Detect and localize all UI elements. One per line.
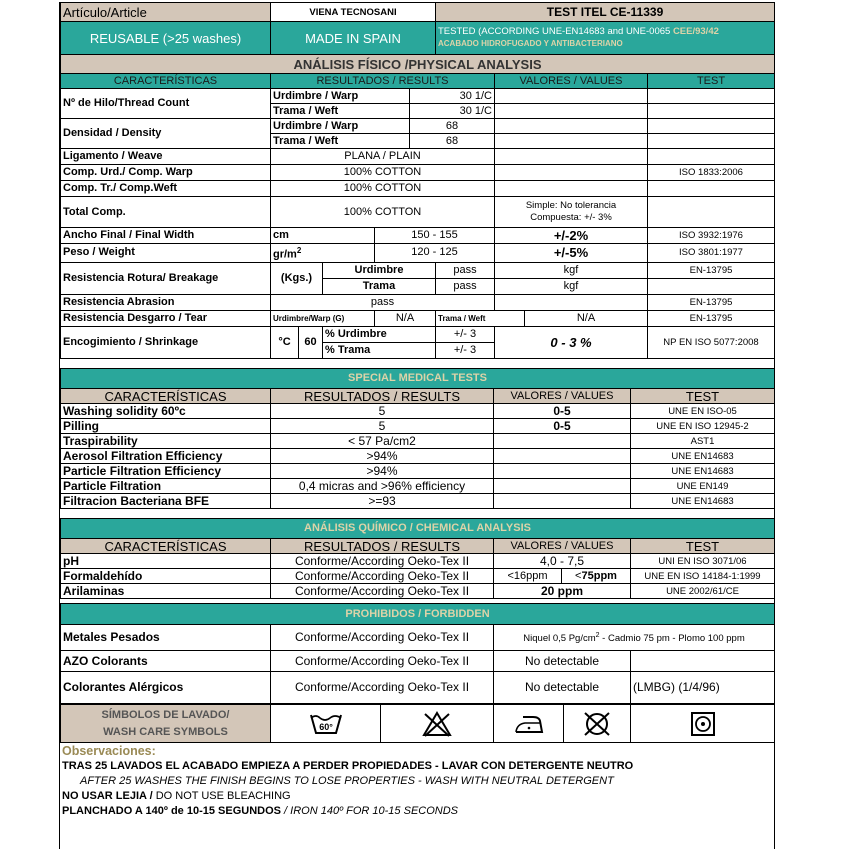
metals-value [494, 625, 775, 651]
test-id: TEST ITEL CE-11339 [436, 3, 775, 22]
medical-row-value [494, 464, 631, 479]
azo-label: AZO Colorants [61, 651, 271, 672]
weight-value: 120 - 125 [375, 244, 495, 263]
shrinkage-weft-label: % Trama [323, 342, 436, 358]
shrinkage-weft-tol: +/- 3 [436, 342, 495, 358]
article-label: Artículo/Article [61, 3, 271, 22]
forbidden-table [60, 603, 775, 704]
shrinkage-range: 0 - 3 % [495, 326, 648, 358]
chemical-title: ANÁLISIS QUÍMICO / CHEMICAL ANALYSIS [61, 519, 775, 539]
shrinkage-temp: 60 [299, 326, 323, 358]
medical-row [61, 449, 775, 464]
formaldehyde-lt: < [575, 569, 582, 582]
formaldehyde-limit: 75ppm [581, 569, 617, 582]
arylamines-test: UNE 2002/61/CE [631, 584, 775, 599]
medical-row-test: UNE EN ISO-05 [631, 404, 775, 419]
col-results: RESULTADOS / RESULTS [271, 389, 494, 404]
allergic-value: No detectable [494, 672, 631, 704]
breakage-warp-result: pass [436, 262, 495, 278]
medical-row-result: 5 [271, 419, 494, 434]
tear-weft-value: N/A [525, 310, 648, 326]
formaldehyde-value-1: <16ppm [494, 569, 562, 584]
breakage-warp-label: Urdimbre [323, 262, 436, 278]
weave-label: Ligamento / Weave [61, 149, 271, 165]
col-results: RESULTADOS / RESULTS [271, 539, 494, 554]
formaldehyde-test: UNE EN ISO 14184-1:1999 [631, 569, 775, 584]
shrinkage-test: NP EN ISO 5077:2008 [648, 326, 775, 358]
medical-row [61, 404, 775, 419]
warp-label: Urdimbre / Warp [271, 119, 410, 134]
breakage-weft-result: pass [436, 278, 495, 294]
medical-row-result: < 57 Pa/cm2 [271, 434, 494, 449]
arylamines-result: Conforme/According Oeko-Tex II [271, 584, 494, 599]
formaldehyde-result: Conforme/According Oeko-Tex II [271, 569, 494, 584]
observation-3-rest: DO NOT USE BLEACHING [152, 790, 291, 802]
comp-warp-value: 100% COTTON [271, 165, 495, 181]
ph-test: UNI EN ISO 3071/06 [631, 554, 775, 569]
observation-4-rest: / IRON 140º FOR 10-15 SECONDS [280, 805, 458, 817]
medical-row-label: Traspirability [61, 434, 271, 449]
medical-row-test: AST1 [631, 434, 775, 449]
comp-weft-value: 100% COTTON [271, 181, 495, 197]
total-comp-value: 100% COTTON [271, 197, 495, 228]
breakage-test: EN-13795 [648, 262, 775, 278]
shrinkage-label: Encogimiento / Shrinkage [61, 326, 271, 358]
width-test: ISO 3932:1976 [648, 228, 775, 244]
total-comp-label: Total Comp. [61, 197, 271, 228]
comp-weft-label: Comp. Tr./ Comp.Weft [61, 181, 271, 197]
tolerance-simple: Simple: No tolerancia [525, 200, 617, 211]
density-weft-value: 68 [410, 134, 495, 149]
chemical-table [60, 518, 775, 599]
col-test: TEST [631, 539, 775, 554]
medical-row-value [494, 434, 631, 449]
ph-value: 4,0 - 7,5 [494, 554, 631, 569]
weight-label: Peso / Weight [61, 244, 271, 263]
metals-sup: 2 [595, 632, 600, 640]
tear-label: Resistencia Desgarro / Tear [61, 310, 271, 326]
breakage-label: Resistencia Rotura/ Breakage [61, 262, 271, 294]
iron-icon [494, 705, 564, 743]
physical-title: ANÁLISIS FÍSICO /PHYSICAL ANALYSIS [61, 55, 775, 74]
made-in-badge: MADE IN SPAIN [271, 22, 436, 55]
medical-row [61, 479, 775, 494]
forbidden-title: PROHIBIDOS / FORBIDDEN [61, 604, 775, 625]
medical-row-result: 0,4 micras and >96% efficiency [271, 479, 494, 494]
tear-test: EN-13795 [648, 310, 775, 326]
no-bleach-icon [381, 705, 494, 743]
observations [62, 744, 772, 819]
medical-row-label: Particle Filtration Efficiency [61, 464, 271, 479]
metals-nickel: Niquel 0,5 Pg/cm [523, 633, 596, 645]
medical-row-value [494, 494, 631, 509]
comp-warp-label: Comp. Urd./ Comp. Warp [61, 165, 271, 181]
care-table [60, 704, 775, 743]
medical-row-label: Aerosol Filtration Efficiency [61, 449, 271, 464]
width-unit: cm [271, 228, 375, 244]
medical-row-result: 5 [271, 404, 494, 419]
shrinkage-unit: °C [271, 326, 299, 358]
medical-row-label: Particle Filtration [61, 479, 271, 494]
density-warp-value: 68 [410, 119, 495, 134]
azo-value: No detectable [494, 651, 631, 672]
observation-3-bold: NO USAR LEJIA / [62, 790, 153, 802]
physical-table [60, 54, 775, 359]
medical-row-result: >=93 [271, 494, 494, 509]
spec-sheet [59, 2, 775, 849]
medical-row [61, 419, 775, 434]
observation-3 [62, 789, 772, 804]
allergic-label: Colorantes Alérgicos [61, 672, 271, 704]
observation-2: AFTER 25 WASHES THE FINISH BEGINS TO LOSE PROPERTIES - WASH WITH NEUTRAL DETERGENT [80, 775, 614, 787]
allergic-test: (LMBG) (1/4/96) [631, 672, 775, 704]
medical-row-test: UNE EN ISO 12945-2 [631, 419, 775, 434]
medical-row-value: 0-5 [494, 419, 631, 434]
arylamines-label: Arilaminas [61, 584, 271, 599]
medical-row [61, 464, 775, 479]
col-test: TEST [648, 74, 775, 89]
col-characteristics: CARACTERÍSTICAS [61, 389, 271, 404]
medical-row-result: >94% [271, 449, 494, 464]
breakage-weft-unit: kgf [495, 278, 648, 294]
care-label-es: SÍMBOLOS DE LAVADO/ [101, 708, 230, 721]
metals-result: Conforme/According Oeko-Tex II [271, 625, 494, 651]
comp-warp-test: ISO 1833:2006 [648, 165, 775, 181]
formaldehyde-label: Formaldehído [61, 569, 271, 584]
allergic-result: Conforme/According Oeko-Tex II [271, 672, 494, 704]
dry-clean-icon [631, 705, 775, 743]
medical-row-test: UNE EN14683 [631, 449, 775, 464]
observation-4-bold: PLANCHADO A 140º de 10-15 SEGUNDOS [62, 805, 281, 817]
breakage-warp-unit: kgf [495, 262, 648, 278]
weight-tolerance: +/-5% [495, 244, 648, 263]
col-characteristics: CARACTERÍSTICAS [61, 74, 271, 89]
wash-60-icon [271, 705, 381, 743]
thread-weft-value: 30 1/C [410, 104, 495, 119]
thread-count-label: Nº de Hilo/Thread Count [61, 89, 271, 119]
medical-row-label: Pilling [61, 419, 271, 434]
width-tolerance: +/-2% [495, 228, 648, 244]
tear-warp-label: Urdimbre/Warp (G) [271, 310, 375, 326]
observations-title: Observaciones: [62, 744, 156, 758]
medical-row-label: Washing solidity 60ºc [61, 404, 271, 419]
col-results: RESULTADOS / RESULTS [271, 74, 495, 89]
metals-rest: - Cadmio 75 pm - Plomo 100 ppm [599, 633, 745, 645]
formaldehyde-value-2 [562, 569, 631, 584]
total-comp-tolerance [495, 197, 648, 228]
breakage-weft-label: Trama [323, 278, 436, 294]
medical-row-test: UNE EN149 [631, 479, 775, 494]
reusable-badge: REUSABLE (>25 washes) [61, 22, 271, 55]
ph-result: Conforme/According Oeko-Tex II [271, 554, 494, 569]
medical-row-value: 0-5 [494, 404, 631, 419]
warp-label: Urdimbre / Warp [271, 89, 410, 104]
abrasion-value: pass [271, 294, 495, 310]
medical-row-result: >94% [271, 464, 494, 479]
medical-row-value [494, 479, 631, 494]
col-characteristics: CARACTERÍSTICAS [61, 539, 271, 554]
tested-info [436, 22, 775, 55]
col-values: VALORES / VALUES [494, 389, 631, 404]
tear-weft-label: Trama / Weft [436, 310, 525, 326]
tested-line2: ACABADO HIDROFUGADO Y ANTIBACTERIANO [438, 39, 623, 48]
shrinkage-warp-label: % Urdimbre [323, 326, 436, 342]
ph-label: pH [61, 554, 271, 569]
col-test: TEST [631, 389, 775, 404]
no-tumble-dry-icon [564, 705, 631, 743]
metals-label: Metales Pesados [61, 625, 271, 651]
weight-unit-text: gr/m [273, 248, 297, 261]
density-label: Densidad / Density [61, 119, 271, 149]
col-values: VALORES / VALUES [494, 539, 631, 554]
medical-row-value [494, 449, 631, 464]
medical-table [60, 368, 775, 509]
tolerance-compound: Compuesta: +/- 3% [530, 212, 612, 223]
weight-unit [271, 244, 375, 263]
care-label-en: WASH CARE SYMBOLS [103, 725, 228, 738]
tested-line1: TESTED (ACCORDING UNE-EN14683 and UNE-0065 [438, 26, 671, 37]
col-values: VALORES / VALUES [495, 74, 648, 89]
weight-test: ISO 3801:1977 [648, 244, 775, 263]
width-value: 150 - 155 [375, 228, 495, 244]
observation-4 [62, 804, 772, 819]
shrinkage-warp-tol: +/- 3 [436, 326, 495, 342]
abrasion-test: EN-13795 [648, 294, 775, 310]
medical-row-test: UNE EN14683 [631, 464, 775, 479]
width-label: Ancho Final / Final Width [61, 228, 271, 244]
wash-temp: 60° [318, 721, 333, 732]
weave-value: PLANA / PLAIN [271, 149, 495, 165]
weft-label: Trama / Weft [271, 104, 410, 119]
medical-row-test: UNE EN14683 [631, 494, 775, 509]
weft-label: Trama / Weft [271, 134, 410, 149]
azo-result: Conforme/According Oeko-Tex II [271, 651, 494, 672]
thread-warp-value: 30 1/C [410, 89, 495, 104]
care-label [61, 705, 271, 743]
article-value: VIENA TECNOSANI [271, 3, 436, 22]
observation-1: TRAS 25 LAVADOS EL ACABADO EMPIEZA A PERDER PROPIEDADES - LAVAR CON DETERGENTE NEUTRO [62, 760, 634, 772]
tear-warp-value: N/A [375, 310, 436, 326]
medical-row [61, 494, 775, 509]
abrasion-label: Resistencia Abrasion [61, 294, 271, 310]
medical-title: SPECIAL MEDICAL TESTS [61, 369, 775, 389]
arylamines-value: 20 ppm [494, 584, 631, 599]
breakage-unit: (Kgs.) [271, 262, 323, 294]
medical-row-label: Filtracion Bacteriana BFE [61, 494, 271, 509]
header-table [60, 2, 775, 55]
medical-row [61, 434, 775, 449]
weight-unit-sup: 2 [296, 246, 302, 255]
tested-cee: CEE/93/42 [672, 26, 719, 37]
